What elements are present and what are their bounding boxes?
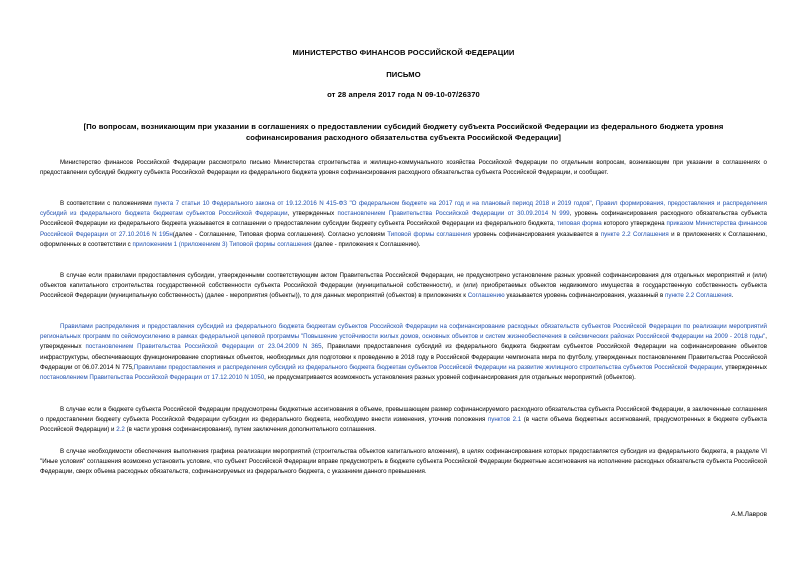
ministry-name: МИНИСТЕРСТВО ФИНАНСОВ РОССИЙСКОЙ ФЕДЕРАЦИИ xyxy=(292,48,515,57)
paragraph-text: и в приложениях к Соглашению, оформленных в соответствии с xyxy=(40,230,767,248)
document-type: ПИСЬМО xyxy=(386,70,421,79)
paragraph-text: В случае если в бюджете субъекта Российской Федерации предусмотрены бюджетные ассигнования в объеме, превышающем размер софинансируемого расходного обязательства субъекта Российской Федерации, в заключенные соглашения о предоставлении бюджету субъекта Российской Федерации субсидии из федерального бюджета, необходимо внести изменения, уточнив положения xyxy=(40,406,767,424)
paragraph-text: (в части объема бюджетных ассигнований, предусмотренных в бюджете субъекта Российской Федерации) и xyxy=(40,416,767,434)
link-order-195n[interactable]: приказом Министерства финансов Российской Федерации от 27.10.2016 N 195н xyxy=(40,220,768,238)
paragraph-text: . xyxy=(731,292,734,300)
link-seismic-rules[interactable]: Правилами распределения и предоставления субсидий из федерального бюджета бюджетам субъектов Российской Федерации на софинансирование расходных обязательств субъектов Российской Федерации по реализации мероприятий региональных программ по сейсмоусилению в рамках федеральной целевой программы "Повышение устойчивости жилых домов, основных объектов и систем жизнеобеспечения в сейсмических районах Российской Федерации на 2009 - 2018 годы" xyxy=(40,323,767,341)
document-date-number: от 28 апреля 2017 года N 09-10-07/26370 xyxy=(327,90,480,99)
link-decree-1050[interactable]: постановлением Правительства Российской Федерации от 17.12.2010 N 1050 xyxy=(40,374,265,382)
paragraph-text: (в части уровня софинансирования), путем заключения дополнительного соглашения. xyxy=(124,426,377,434)
paragraph-6 xyxy=(40,447,767,478)
link-clause-2-2-short[interactable]: 2.2 xyxy=(116,426,125,434)
link-clause-2-2[interactable]: пункте 2.2 Соглашения xyxy=(600,230,669,238)
paragraph-text: В случае необходимости обеспечения выполнения графика реализации мероприятий (строительства объектов капитального вложения), в целях софинансирования которых предоставляется субсидия из федерального бюджета, в разделе VI "Иные условия" соглашения возможно установить условие, что субъект Российской Федерации вправе предусмотреть в бюджете субъекта Российской Федерации бюджетные ассигнования на исполнение расходных обязательств субъекта Российской Федерации, сверх объема расходных обязательств, софинансируемых из федерального бюджета, с указанием данного превышения. xyxy=(40,448,767,476)
paragraph-text: которого утверждена xyxy=(601,220,667,228)
link-appendix-1-3[interactable]: приложением 1 (приложением 3) Типовой формы соглашения xyxy=(132,240,312,248)
paragraph-text: , утвержденных xyxy=(721,363,767,371)
paragraph-2 xyxy=(40,199,767,250)
paragraph-text: , утвержденных xyxy=(287,210,338,218)
paragraph-text: (далее - Соглашение, Типовая форма соглашения). Согласно условиям xyxy=(172,230,388,238)
paragraph-text: , Правилами предоставления субсидий из федерального бюджета бюджетам субъектов Российской Федерации на софинансирование объектов инфраструктуры, обеспечивающих функционирование спортивных объектов, необходимых для подготовки к проведению в 2018 году в Российской Федерации чемпионата мира по футболу, утвержденных постановлением Правительства Российской Федерации от 06.07.2014 N 775, xyxy=(40,343,768,371)
paragraph-text: , уровень софинансирования расходного обязательства субъекта Российской Федерации из федерального бюджета указывается в соглашении о предоставлении субсидии бюджету субъекта Российской Федерации из федерального бюджета, xyxy=(40,210,767,228)
paragraph-1 xyxy=(40,158,767,178)
paragraph-text: , xyxy=(591,200,596,207)
link-subsidy-rules[interactable]: Правил формирования, предоставления и распределения субсидий из федерального бюджета бюджетам субъектов Российской Федерации xyxy=(40,200,767,218)
paragraph-text: уровень софинансирования указывается в xyxy=(470,230,601,238)
link-clause-2-2[interactable]: пункте 2.2 Соглашения xyxy=(665,292,732,300)
link-decree-999[interactable]: постановлением Правительства Российской Федерации от 30.09.2014 N 999 xyxy=(337,210,570,218)
paragraph-text: указывается уровень софинансирования, указанный в xyxy=(504,292,665,300)
link-clause-2-1[interactable]: пунктов 2.1 xyxy=(487,416,522,424)
link-housing-rules[interactable]: Правилами предоставления и распределения субсидий из федерального бюджета бюджетам субъектов Российской Федерации на развитие жилищного строительства субъектов Российской Федерации xyxy=(133,363,722,371)
paragraph-text: (далее - приложения к Соглашению). xyxy=(311,240,421,248)
paragraph-text: , не предусматривается возможность установления разных уровней софинансирования для отдельных мероприятий (объектов). xyxy=(264,374,636,382)
paragraph-text: , утвержденных xyxy=(40,333,767,351)
paragraph-text: В соответствии с положениями xyxy=(60,200,155,207)
link-standard-agreement-form[interactable]: Типовой формы соглашения xyxy=(387,230,471,238)
document-title: [По вопросам, возникающим при указании в соглашениях о предоставлении субсидий бюджету субъекта Российской Федерации из федерального бюджета уровня софинансирования расходного обязательства субъекта Российской Федерации] xyxy=(83,122,724,142)
link-federal-law-415fz[interactable]: пункта 7 статьи 10 Федерального закона от 19.12.2016 N 415-ФЗ "О федеральном бюджете на 2017 год и на плановый период 2018 и 2019 годов" xyxy=(154,200,592,207)
link-decree-365[interactable]: постановлением Правительства Российской Федерации от 23.04.2009 N 365 xyxy=(85,343,322,351)
paragraph-4 xyxy=(40,322,767,383)
paragraph-5 xyxy=(40,405,767,436)
paragraph-3 xyxy=(40,271,767,302)
link-standard-form[interactable]: типовая форма xyxy=(556,220,602,228)
paragraph-text: В случае если правилами предоставления субсидии, утвержденными соответствующим актом Правительства Российской Федерации, не предусмотрено установление разных уровней софинансирования для отдельных мероприятий и (или) объектов капитального строительства государственной собственности субъекта Российской Федерации (муниципальной собственности), и (или) приобретаемых объектов недвижимого имущества в государственную собственность субъекта Российской Федерации (муниципальную собственность) (далее - мероприятия (объекты)), то для данных мероприятий (объектов) в приложениях к xyxy=(40,272,767,300)
paragraph-text: Министерство финансов Российской Федерации рассмотрело письмо Министерства строительства и жилищно-коммунального хозяйства Российской Федерации по отдельным вопросам, возникающим при указании в соглашениях о предоставлении субсидий бюджету субъекта Российской Федерации из федерального бюджета уровня софинансирования расходного обязательства субъекта Российской Федерации, и сообщает. xyxy=(40,159,767,177)
signature: А.М.Лавров xyxy=(731,511,767,518)
link-agreement[interactable]: Соглашению xyxy=(467,292,505,300)
